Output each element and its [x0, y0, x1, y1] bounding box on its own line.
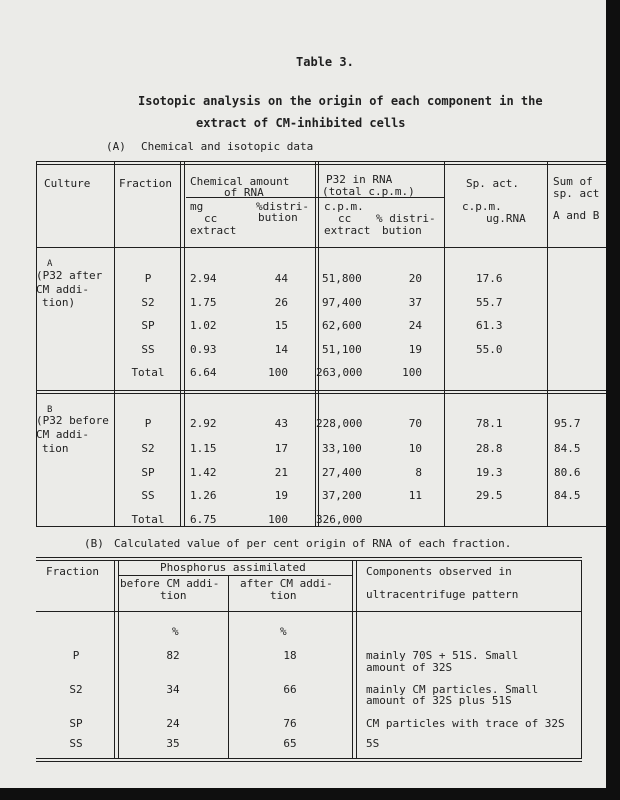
- header-mg: mg: [190, 200, 204, 213]
- cell-mg: 6.75: [190, 513, 217, 526]
- group-a-letter: A: [47, 259, 53, 269]
- cell-cpm-pct: 70: [408, 417, 422, 430]
- table-b-top-rule: [36, 557, 582, 558]
- tb-cell-comp-1: 5S: [366, 737, 380, 750]
- header-bution2: bution: [382, 224, 422, 237]
- tb-cell-comp-1: CM particles with trace of 32S: [366, 717, 565, 730]
- section-a-title: Chemical and isotopic data: [141, 140, 314, 153]
- cell-sum: 84.5: [554, 442, 581, 455]
- cell-fraction: P: [144, 272, 152, 285]
- col-rule: [228, 576, 229, 758]
- tb-cell-comp-2: amount of 32S plus 51S: [366, 694, 512, 707]
- table-b-bottom-rule-2: [36, 761, 582, 762]
- group-a-label-2: CM addi-: [36, 283, 89, 296]
- header-spact-ug: ug.RNA: [486, 212, 526, 225]
- cell-fraction: Total: [131, 366, 165, 379]
- header-chem-1: Chemical amount: [190, 175, 290, 188]
- cell-mg: 6.64: [190, 366, 217, 379]
- tb-header-after-2: tion: [270, 589, 297, 602]
- cell-mg: 0.93: [190, 343, 217, 356]
- tb-cell-before: 35: [166, 737, 180, 750]
- group-a-label-3: tion): [42, 296, 76, 309]
- cell-mg: 1.26: [190, 489, 217, 502]
- cell-pct: 43: [274, 417, 288, 430]
- header-pct2: % distri-: [376, 212, 436, 225]
- section-b-label: (B): [84, 537, 104, 550]
- tb-header-comp-1: Components observed in: [366, 565, 512, 578]
- cell-mg: 1.42: [190, 466, 217, 479]
- tb-header-after-1: after CM addi-: [240, 577, 333, 590]
- cell-spact: 55.0: [476, 343, 503, 356]
- cell-pct: 44: [274, 272, 288, 285]
- cell-fraction: SS: [141, 343, 155, 356]
- header-chem-2: of RNA: [224, 186, 264, 199]
- header-sum-1: Sum of: [553, 175, 593, 188]
- cell-cpm: 97,400: [322, 296, 362, 309]
- tb-header-before-2: tion: [160, 589, 187, 602]
- cell-spact: 19.3: [476, 466, 503, 479]
- subtitle-line-1: Isotopic analysis on the origin of each component in the: [138, 94, 543, 108]
- col-rule: [581, 561, 582, 758]
- table-title: Table 3.: [296, 55, 354, 69]
- header-extract2: extract: [324, 224, 371, 237]
- header-cc2: cc: [338, 212, 352, 225]
- header-cpm: c.p.m.: [324, 200, 364, 213]
- cell-cpm: 37,200: [322, 489, 362, 502]
- cell-pct: 100: [268, 513, 288, 526]
- cell-mg: 2.94: [190, 272, 217, 285]
- cell-spact: 17.6: [476, 272, 503, 285]
- col-rule: [547, 162, 548, 526]
- cell-cpm-pct: 24: [408, 319, 422, 332]
- header-bution: bution: [258, 211, 298, 224]
- cell-fraction: SS: [141, 489, 155, 502]
- cell-pct: 100: [268, 366, 288, 379]
- tb-cell-comp-1: mainly 70S + 51S. Small: [366, 649, 519, 662]
- cell-cpm-pct: 10: [408, 442, 422, 455]
- col-rule: [444, 162, 445, 526]
- tb-header-comp-2: ultracentrifuge pattern: [366, 588, 519, 601]
- cell-mg: 1.15: [190, 442, 217, 455]
- cell-pct: 26: [274, 296, 288, 309]
- col-rule: [184, 162, 185, 526]
- tb-header-fraction: Fraction: [46, 565, 99, 578]
- table-b-subheader-rule: [118, 575, 352, 576]
- header-sum-2: sp. act: [553, 187, 600, 200]
- tb-cell-after: 76: [283, 717, 297, 730]
- cell-cpm-pct: 8: [415, 466, 422, 479]
- tb-cell-after: 65: [283, 737, 297, 750]
- cell-fraction: P: [144, 417, 152, 430]
- cell-cpm: 51,800: [322, 272, 362, 285]
- cell-spact: 29.5: [476, 489, 503, 502]
- header-p32-2: (total c.p.m.): [322, 185, 415, 198]
- col-rule: [315, 162, 316, 526]
- cell-cpm: 62,600: [322, 319, 362, 332]
- cell-fraction: Total: [131, 513, 165, 526]
- tb-cell-before: 82: [166, 649, 180, 662]
- header-spact: Sp. act.: [466, 177, 519, 190]
- cell-cpm-pct: 100: [402, 366, 422, 379]
- tb-cell-fraction: SP: [69, 717, 83, 730]
- tb-cell-before: 34: [166, 683, 180, 696]
- table-a-bottom-rule: [36, 526, 606, 527]
- tb-unit-before: %: [172, 625, 179, 638]
- tb-cell-before: 24: [166, 717, 180, 730]
- col-rule: [352, 561, 353, 758]
- col-rule: [318, 162, 319, 526]
- col-rule: [180, 162, 181, 526]
- col-rule: [118, 561, 119, 758]
- cell-spact: 61.3: [476, 319, 503, 332]
- cell-cpm: 33,100: [322, 442, 362, 455]
- cell-cpm: 51,100: [322, 343, 362, 356]
- group-b-label-3: tion: [42, 442, 69, 455]
- tb-cell-after: 18: [283, 649, 297, 662]
- cell-pct: 19: [274, 489, 288, 502]
- cell-spact: 55.7: [476, 296, 503, 309]
- header-pct-distri: %distri-: [256, 200, 309, 213]
- tb-cell-comp-1: mainly CM particles. Small: [366, 683, 539, 696]
- cell-spact: 28.8: [476, 442, 503, 455]
- header-extract: extract: [190, 224, 237, 237]
- cell-cpm: 27,400: [322, 466, 362, 479]
- header-sum-3: A and B: [553, 209, 600, 222]
- table-b-bottom-rule: [36, 758, 582, 759]
- group-a-label-1: (P32 after: [36, 269, 103, 282]
- section-b-title: Calculated value of per cent origin of RNA of each fraction.: [114, 537, 512, 550]
- cell-sum: 95.7: [554, 417, 581, 430]
- col-rule: [36, 162, 37, 526]
- cell-cpm-pct: 20: [408, 272, 422, 285]
- subtitle-line-2: extract of CM-inhibited cells: [196, 116, 406, 130]
- cell-fraction: S2: [141, 442, 155, 455]
- cell-sum: 84.5: [554, 489, 581, 502]
- cell-cpm: 326,000: [316, 513, 363, 526]
- tb-cell-fraction: P: [72, 649, 80, 662]
- group-divider-rule: [36, 390, 606, 391]
- cell-spact: 78.1: [476, 417, 503, 430]
- header-cc: cc: [204, 212, 218, 225]
- cell-cpm: 228,000: [316, 417, 363, 430]
- tb-header-phos: Phosphorus assimilated: [160, 561, 306, 574]
- group-divider-rule-2: [36, 393, 606, 394]
- table-a-header-rule: [36, 247, 606, 248]
- header-fraction: Fraction: [119, 177, 172, 190]
- group-b-label-1: (P32 before: [36, 414, 109, 427]
- cell-fraction: S2: [141, 296, 155, 309]
- cell-cpm-pct: 11: [408, 489, 422, 502]
- header-p32-1: P32 in RNA: [326, 173, 393, 186]
- tb-cell-fraction: SS: [69, 737, 83, 750]
- group-b-label-2: CM addi-: [36, 428, 89, 441]
- cell-pct: 15: [274, 319, 288, 332]
- header-spact-cpm: c.p.m.: [462, 200, 502, 213]
- section-a-label: (A): [106, 140, 126, 153]
- col-rule: [356, 561, 357, 758]
- tb-header-before-1: before CM addi-: [120, 577, 220, 590]
- cell-sum: 80.6: [554, 466, 581, 479]
- tb-cell-after: 66: [283, 683, 297, 696]
- cell-cpm: 263,000: [316, 366, 363, 379]
- cell-fraction: SP: [141, 466, 155, 479]
- tb-cell-comp-2: amount of 32S: [366, 661, 453, 674]
- col-rule: [114, 162, 115, 526]
- cell-pct: 21: [274, 466, 288, 479]
- table-a-top-rule-2: [36, 164, 606, 165]
- cell-pct: 17: [274, 442, 288, 455]
- cell-mg: 1.75: [190, 296, 217, 309]
- cell-fraction: SP: [141, 319, 155, 332]
- cell-cpm-pct: 37: [408, 296, 422, 309]
- cell-cpm-pct: 19: [408, 343, 422, 356]
- col-rule: [114, 561, 115, 758]
- cell-mg: 1.02: [190, 319, 217, 332]
- cell-mg: 2.92: [190, 417, 217, 430]
- header-culture: Culture: [44, 177, 91, 190]
- table-a-top-rule: [36, 161, 606, 162]
- group-b-letter: B: [47, 405, 53, 415]
- cell-pct: 14: [274, 343, 288, 356]
- tb-unit-after: %: [280, 625, 287, 638]
- tb-cell-fraction: S2: [69, 683, 83, 696]
